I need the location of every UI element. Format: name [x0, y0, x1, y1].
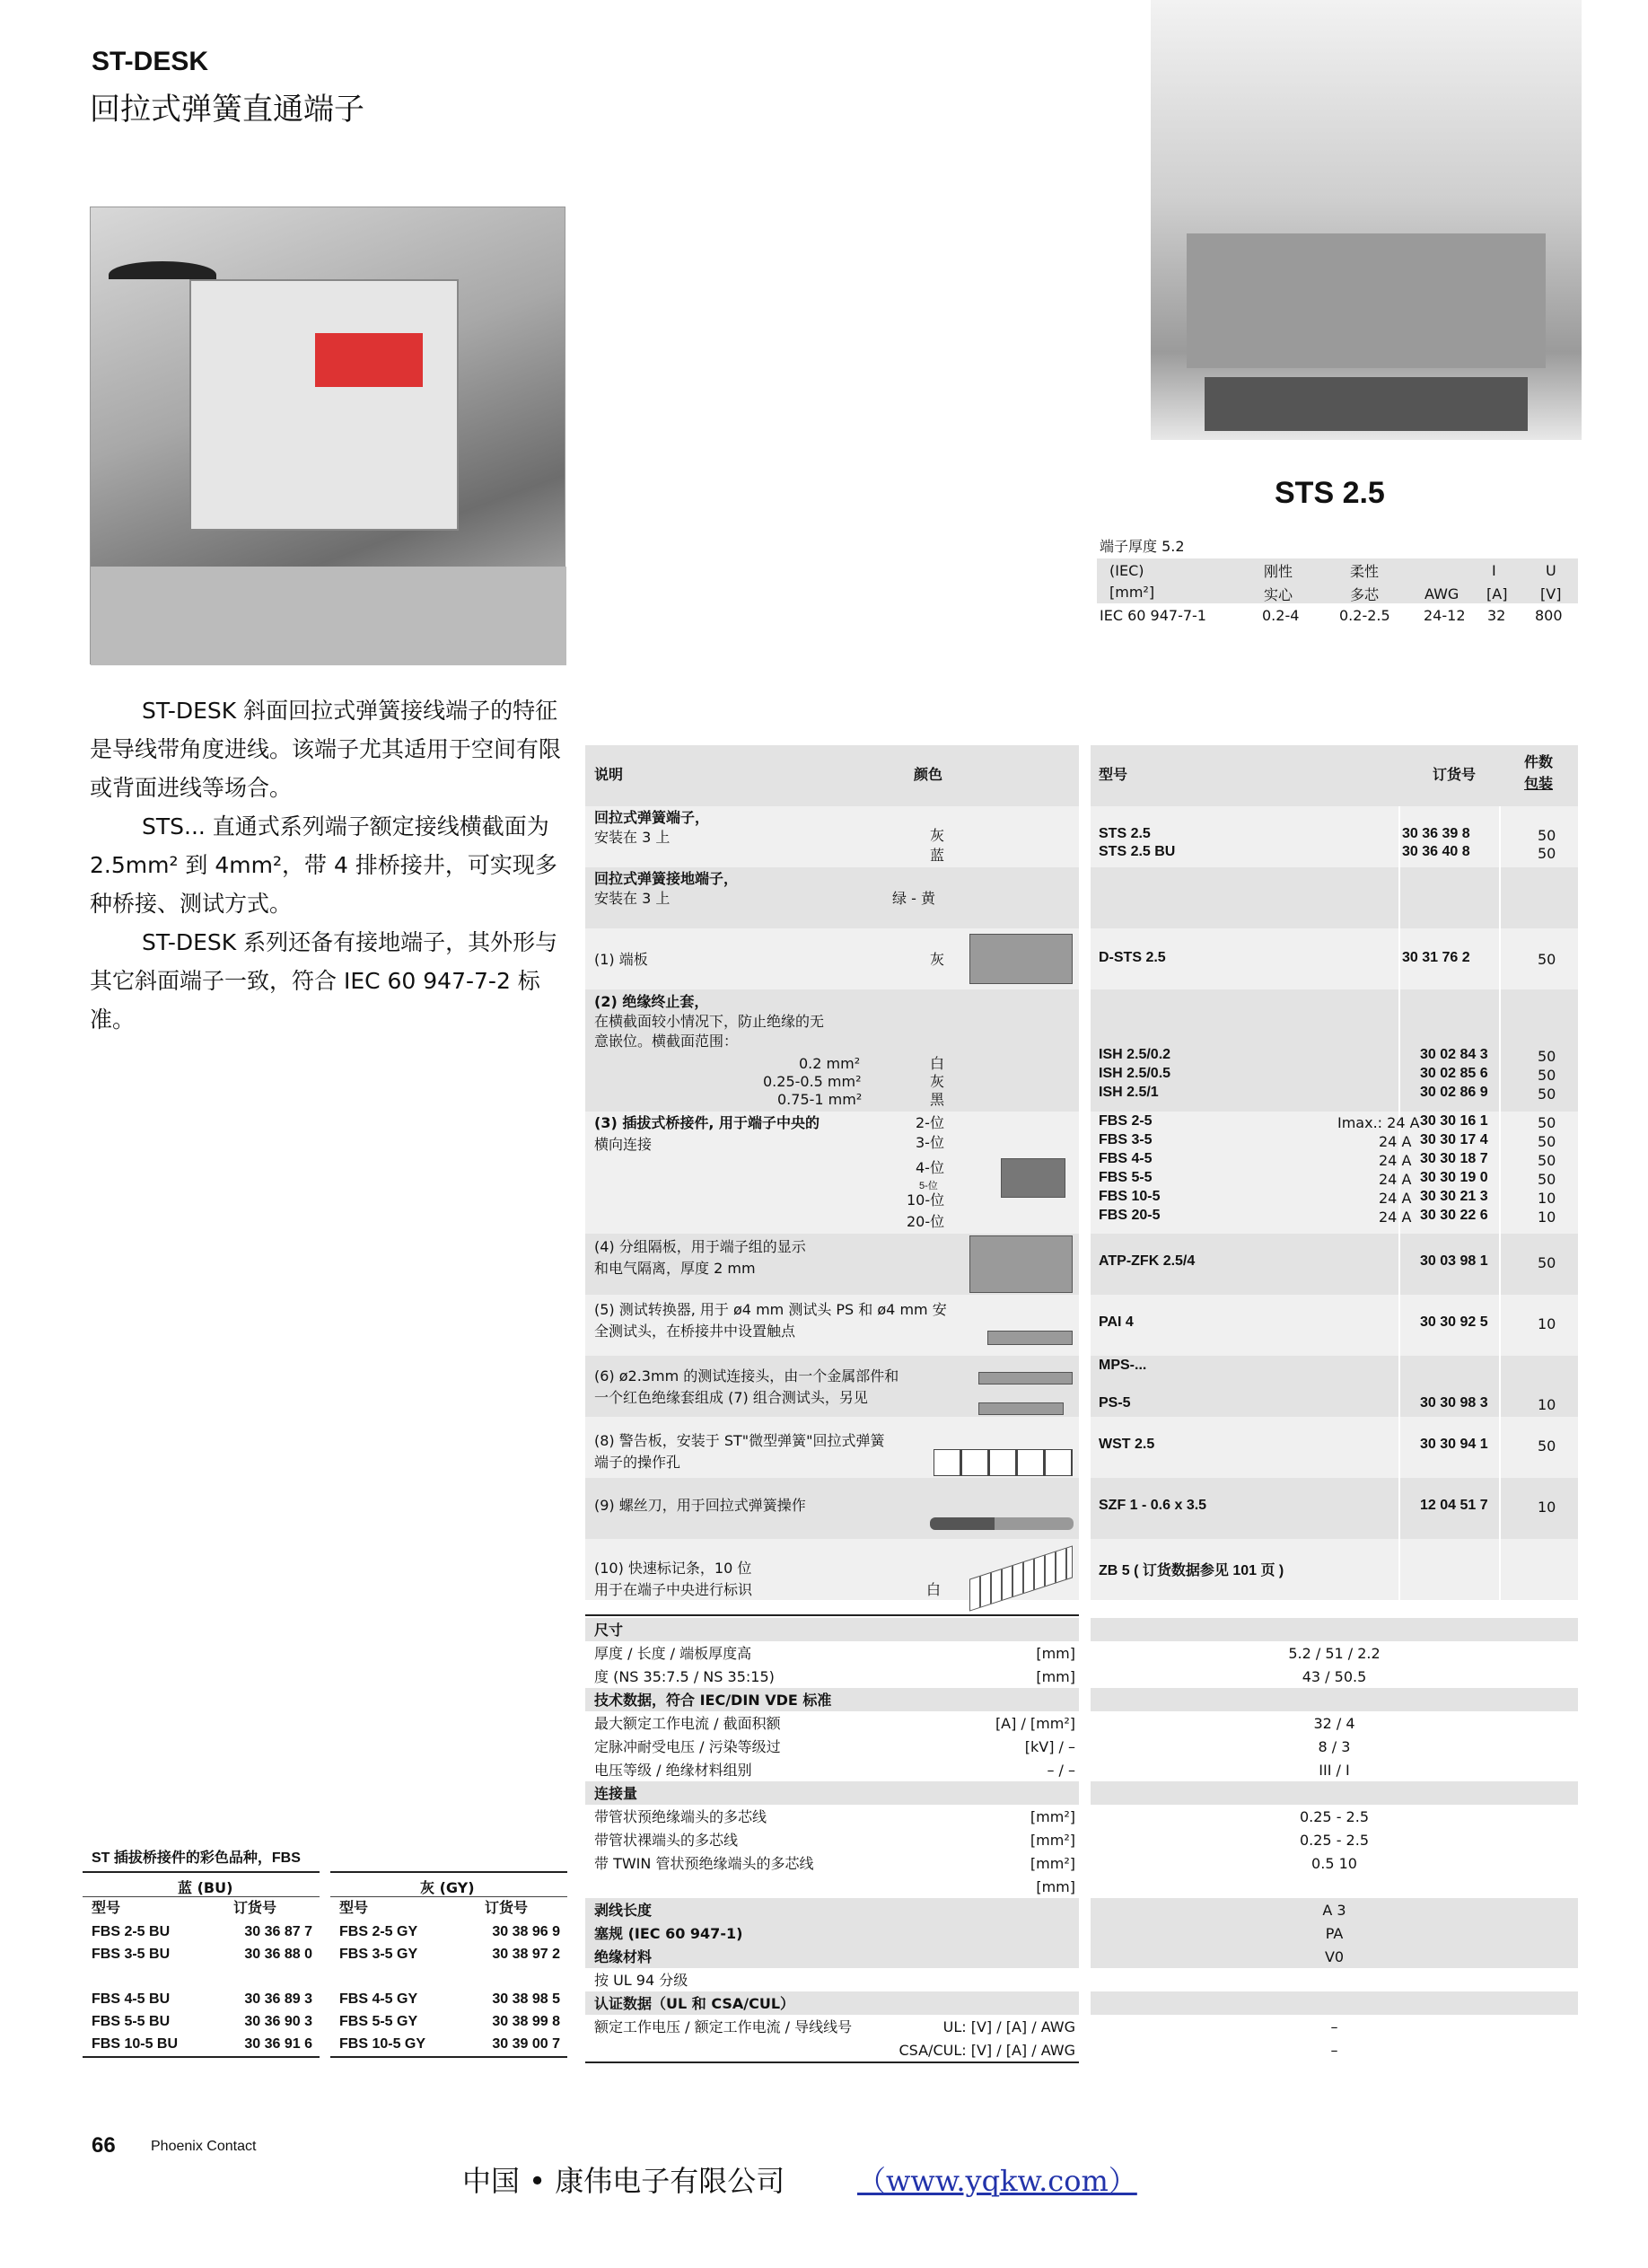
screwdriver-icon: [930, 1517, 1074, 1530]
bridge-row: FBS 2-5 BU 30 36 87 7: [92, 1924, 312, 1939]
page-number: 66: [92, 2133, 116, 2158]
type-sts25bu[interactable]: STS 2.5 BU: [1099, 844, 1176, 859]
separator-plate-icon: [969, 1235, 1073, 1293]
tech-row: 电压等级 / 绝缘材料组别 – / – III / I: [594, 1762, 1350, 1779]
tech-row: 最大额定工作电流 / 截面积额 [A] / [mm²] 32 / 4: [594, 1715, 1355, 1732]
tech-header-row: 连接量: [585, 1781, 1578, 1805]
bridge-row: FBS 3-5 GY 30 38 97 2: [339, 1947, 560, 1962]
warning-plate-icon: [934, 1449, 1073, 1476]
tech-row: 带管状预绝缘端头的多芯线 [mm²] 0.25 - 2.5: [594, 1808, 1369, 1825]
tech-data: [585, 1618, 1578, 2061]
brand-name: Phoenix Contact: [151, 2139, 257, 2154]
type-sts25[interactable]: STS 2.5: [1099, 826, 1151, 841]
bridge-row: [330, 1966, 567, 1989]
tech-row: 定脉冲耐受电压 / 污染等级过 [kV] / – 8 / 3: [594, 1738, 1351, 1755]
terminal-thickness: 端子厚度 5.2: [1100, 538, 1185, 555]
intro-text: ST-DESK 斜面回拉式弹簧接线端子的特征是导线带角度进线。该端子尤其适用于空间有限或背面进线等场合。 STS... 直通式系列端子额定接线横截面为 2.5mm² 到 4mm²，带 4 排桥接井，可实现多种桥接、测试方式。 ST-DESK 系列还备有接地端子，其外形与其它斜面端子一致，符合 IEC 60 947-7-2 标准。: [90, 698, 562, 1033]
tech-header-row: 塞规 (IEC 60 947-1) PA: [585, 1921, 1578, 1945]
page-title: ST-DESK: [92, 47, 209, 76]
bridge-row: FBS 5-5 GY 30 38 99 8: [339, 2014, 560, 2029]
product-photo-assembly: [90, 207, 565, 664]
tech-row: 厚度 / 长度 / 端板厚度高 [mm] 5.2 / 51 / 2.2: [594, 1645, 1381, 1662]
tech-header-row: 尺寸: [585, 1618, 1578, 1641]
tech-header-row: 剥线长度 A 3: [585, 1898, 1578, 1921]
tech-header-row: 认证数据（UL 和 CSA/CUL）: [585, 1991, 1578, 2015]
tech-row: 带 TWIN 管状预绝缘端头的多芯线 [mm²] 0.5 10: [594, 1855, 1357, 1872]
bridge-list-grey: [330, 1921, 567, 2056]
page-subtitle: 回拉式弹簧直通端子: [90, 92, 364, 127]
bridge-row: FBS 10-5 GY 30 39 00 7: [339, 2036, 560, 2052]
order-header-right: [1091, 745, 1578, 806]
test-adapter-icon: [987, 1331, 1073, 1345]
bridge-title: ST 插拔桥接件的彩色品种，FBS: [92, 1850, 301, 1866]
tech-row: 带管状裸端头的多芯线 [mm²] 0.25 - 2.5: [594, 1832, 1369, 1849]
test-plug-icon: [978, 1372, 1073, 1385]
company-url[interactable]: （www.yqkw.com）: [857, 2164, 1137, 2198]
product-photo-sts: [1151, 0, 1582, 440]
bridge-row: FBS 3-5 BU 30 36 88 0: [92, 1947, 312, 1962]
spec-table: (IEC) 刚性 柔性 I U [mm²] 实心 多芯 AWG [A] [V]: [1097, 558, 1578, 603]
product-name: STS 2.5: [1275, 476, 1385, 510]
order-header-left: [585, 745, 1079, 806]
bridge-row: FBS 5-5 BU 30 36 90 3: [92, 2014, 312, 2029]
bridge-row: FBS 4-5 BU 30 36 89 3: [92, 1991, 312, 2007]
bridge-row: FBS 4-5 GY 30 38 98 5: [339, 1991, 560, 2007]
tech-row: CSA/CUL: [V] / [A] / AWG –: [899, 2042, 1338, 2059]
tech-row: 度 (NS 35:7.5 / NS 35:15) [mm] 43 / 50.5: [594, 1668, 1367, 1685]
tech-header-row: 绝缘材料 V0: [585, 1945, 1578, 1968]
bridge-list-blue: [83, 1921, 320, 2056]
bridge-row: [83, 1966, 320, 1989]
test-probe-icon: [978, 1402, 1064, 1415]
end-plate-icon: [969, 934, 1073, 984]
bridge-icon: [1001, 1158, 1065, 1198]
tech-row: [mm]: [1036, 1878, 1075, 1895]
tech-row: 按 UL 94 分级: [594, 1972, 688, 1989]
tech-row: 额定工作电压 / 额定工作电流 / 导线线号 UL: [V] / [A] / AWG –: [594, 2018, 1338, 2035]
tech-header-row: 技术数据，符合 IEC/DIN VDE 标准: [585, 1688, 1578, 1711]
company-name: 中国 • 康伟电子有限公司: [462, 2164, 785, 2198]
bridge-row: FBS 2-5 GY 30 38 96 9: [339, 1924, 560, 1939]
bridge-row: FBS 10-5 BU 30 36 91 6: [92, 2036, 312, 2052]
